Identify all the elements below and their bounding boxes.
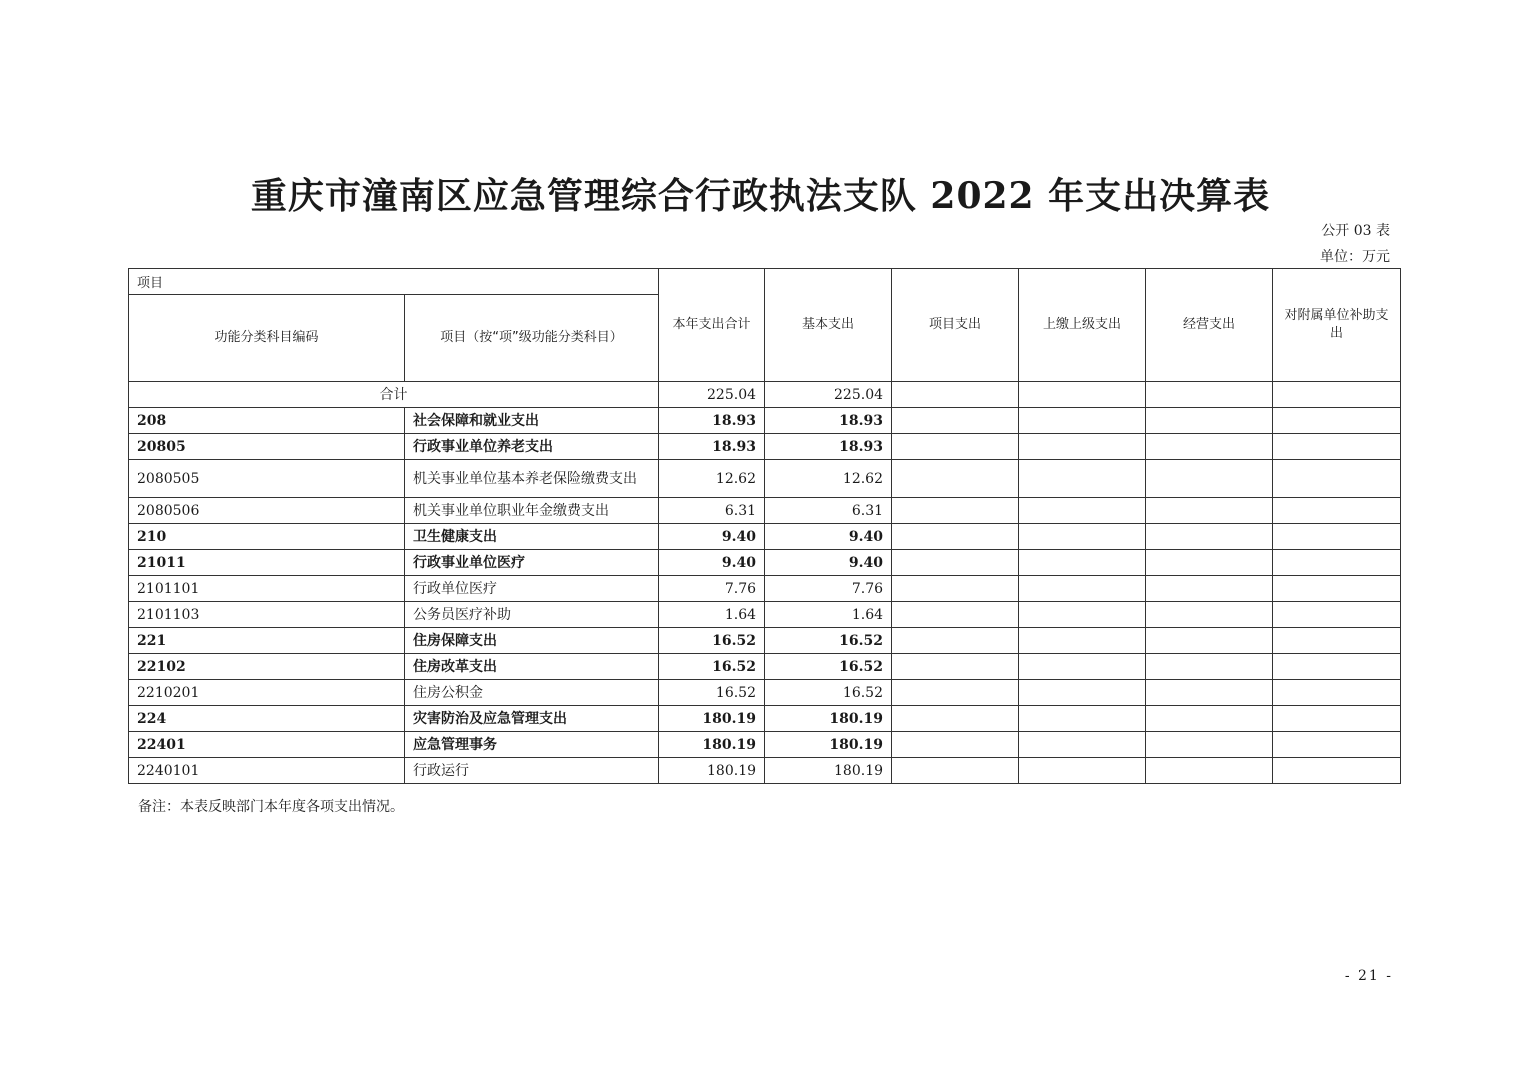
row-name: 住房公积金: [405, 680, 659, 706]
empty-cell: [1273, 732, 1401, 758]
row-name: 住房保障支出: [405, 628, 659, 654]
empty-cell: [1273, 654, 1401, 680]
row-total: 16.52: [659, 628, 765, 654]
total-label: 合计: [129, 382, 659, 408]
empty-cell: [1146, 758, 1273, 784]
empty-cell: [1146, 382, 1273, 408]
table-row: [129, 628, 1401, 654]
empty-cell: [1146, 550, 1273, 576]
empty-cell: [1146, 434, 1273, 460]
empty-cell: [1019, 654, 1146, 680]
empty-cell: [1019, 706, 1146, 732]
empty-cell: [1146, 460, 1273, 498]
total-basic: 225.04: [765, 382, 892, 408]
row-basic: 7.76: [765, 576, 892, 602]
row-code: 2210201: [129, 680, 405, 706]
row-name: 机关事业单位职业年金缴费支出: [405, 498, 659, 524]
row-basic: 18.93: [765, 434, 892, 460]
empty-cell: [1146, 706, 1273, 732]
row-code: 210: [129, 524, 405, 550]
empty-cell: [1019, 758, 1146, 784]
row-code: 208: [129, 408, 405, 434]
row-total: 180.19: [659, 758, 765, 784]
empty-cell: [1273, 408, 1401, 434]
empty-cell: [1273, 758, 1401, 784]
unit-label: 单位：万元: [1320, 249, 1390, 265]
row-total: 6.31: [659, 498, 765, 524]
row-basic: 16.52: [765, 628, 892, 654]
row-code: 224: [129, 706, 405, 732]
row-code: 20805: [129, 434, 405, 460]
empty-cell: [1019, 498, 1146, 524]
row-total: 180.19: [659, 732, 765, 758]
total-row: [129, 382, 1401, 408]
empty-cell: [1019, 732, 1146, 758]
row-name: 卫生健康支出: [405, 524, 659, 550]
empty-cell: [892, 434, 1019, 460]
empty-cell: [1273, 680, 1401, 706]
header-basic: 基本支出: [765, 269, 892, 382]
header-remit-superior: 上缴上级支出: [1019, 269, 1146, 382]
footnote: 备注：本表反映部门本年度各项支出情况。: [138, 799, 404, 815]
row-basic: 180.19: [765, 706, 892, 732]
table-row: [129, 434, 1401, 460]
empty-cell: [892, 706, 1019, 732]
row-name: 应急管理事务: [405, 732, 659, 758]
empty-cell: [1273, 602, 1401, 628]
empty-cell: [1146, 654, 1273, 680]
empty-cell: [1019, 628, 1146, 654]
row-code: 2080506: [129, 498, 405, 524]
header-name: 项目（按“项”级功能分类科目）: [405, 295, 659, 382]
header-project-expenditure: 项目支出: [892, 269, 1019, 382]
empty-cell: [1273, 628, 1401, 654]
row-code: 2240101: [129, 758, 405, 784]
empty-cell: [1273, 460, 1401, 498]
empty-cell: [1146, 498, 1273, 524]
empty-cell: [1019, 524, 1146, 550]
empty-cell: [892, 576, 1019, 602]
row-basic: 9.40: [765, 524, 892, 550]
table-row: [129, 602, 1401, 628]
empty-cell: [1146, 732, 1273, 758]
empty-cell: [892, 628, 1019, 654]
empty-cell: [892, 524, 1019, 550]
row-name: 社会保障和就业支出: [405, 408, 659, 434]
row-basic: 12.62: [765, 460, 892, 498]
total-amount: 225.04: [659, 382, 765, 408]
empty-cell: [1273, 706, 1401, 732]
expenditure-table: [128, 268, 1401, 784]
empty-cell: [892, 408, 1019, 434]
row-name: 灾害防治及应急管理支出: [405, 706, 659, 732]
empty-cell: [1273, 576, 1401, 602]
header-subsidy: 对附属单位补助支出: [1273, 269, 1401, 382]
empty-cell: [1146, 408, 1273, 434]
empty-cell: [892, 680, 1019, 706]
row-name: 行政事业单位养老支出: [405, 434, 659, 460]
empty-cell: [892, 460, 1019, 498]
empty-cell: [1273, 524, 1401, 550]
empty-cell: [1146, 628, 1273, 654]
row-code: 21011: [129, 550, 405, 576]
row-basic: 18.93: [765, 408, 892, 434]
empty-cell: [1273, 434, 1401, 460]
empty-cell: [892, 382, 1019, 408]
row-basic: 180.19: [765, 732, 892, 758]
row-code: 221: [129, 628, 405, 654]
row-basic: 16.52: [765, 654, 892, 680]
header-row-1: [129, 269, 1401, 295]
empty-cell: [1019, 680, 1146, 706]
empty-cell: [1146, 524, 1273, 550]
row-total: 7.76: [659, 576, 765, 602]
row-name: 公务员医疗补助: [405, 602, 659, 628]
row-code: 22401: [129, 732, 405, 758]
table-row: [129, 408, 1401, 434]
row-total: 18.93: [659, 408, 765, 434]
row-basic: 16.52: [765, 680, 892, 706]
row-basic: 1.64: [765, 602, 892, 628]
row-total: 9.40: [659, 524, 765, 550]
empty-cell: [1019, 602, 1146, 628]
empty-cell: [1019, 434, 1146, 460]
row-total: 18.93: [659, 434, 765, 460]
header-code: 功能分类科目编码: [129, 295, 405, 382]
row-code: 2101103: [129, 602, 405, 628]
table-row: [129, 706, 1401, 732]
page-title: 重庆市潼南区应急管理综合行政执法支队 2022 年支出决算表: [250, 175, 1271, 217]
empty-cell: [1273, 550, 1401, 576]
page-number: - 21 -: [1344, 968, 1393, 984]
row-name: 行政单位医疗: [405, 576, 659, 602]
row-total: 12.62: [659, 460, 765, 498]
row-basic: 180.19: [765, 758, 892, 784]
row-basic: 9.40: [765, 550, 892, 576]
empty-cell: [892, 758, 1019, 784]
empty-cell: [1019, 550, 1146, 576]
row-total: 180.19: [659, 706, 765, 732]
row-code: 2080505: [129, 460, 405, 498]
empty-cell: [892, 602, 1019, 628]
row-basic: 6.31: [765, 498, 892, 524]
row-total: 9.40: [659, 550, 765, 576]
empty-cell: [1146, 602, 1273, 628]
header-total: 本年支出合计: [659, 269, 765, 382]
row-name: 机关事业单位基本养老保险缴费支出: [405, 460, 659, 498]
row-name: 住房改革支出: [405, 654, 659, 680]
table-row: [129, 550, 1401, 576]
header-project: 项目: [129, 269, 659, 295]
empty-cell: [1273, 382, 1401, 408]
empty-cell: [892, 732, 1019, 758]
form-number: 公开 03 表: [1321, 223, 1390, 239]
row-code: 22102: [129, 654, 405, 680]
row-total: 1.64: [659, 602, 765, 628]
table-row: [129, 680, 1401, 706]
table-row: [129, 732, 1401, 758]
table-row: [129, 576, 1401, 602]
empty-cell: [1019, 408, 1146, 434]
header-operating: 经营支出: [1146, 269, 1273, 382]
empty-cell: [1273, 498, 1401, 524]
row-code: 2101101: [129, 576, 405, 602]
table-row: [129, 524, 1401, 550]
row-total: 16.52: [659, 654, 765, 680]
empty-cell: [892, 550, 1019, 576]
table-row: [129, 498, 1401, 524]
empty-cell: [1019, 576, 1146, 602]
row-name: 行政事业单位医疗: [405, 550, 659, 576]
empty-cell: [892, 654, 1019, 680]
empty-cell: [1019, 460, 1146, 498]
table-row: [129, 460, 1401, 498]
empty-cell: [892, 498, 1019, 524]
table-row: [129, 758, 1401, 784]
empty-cell: [1146, 576, 1273, 602]
empty-cell: [1146, 680, 1273, 706]
empty-cell: [1019, 382, 1146, 408]
row-total: 16.52: [659, 680, 765, 706]
row-name: 行政运行: [405, 758, 659, 784]
table-row: [129, 654, 1401, 680]
